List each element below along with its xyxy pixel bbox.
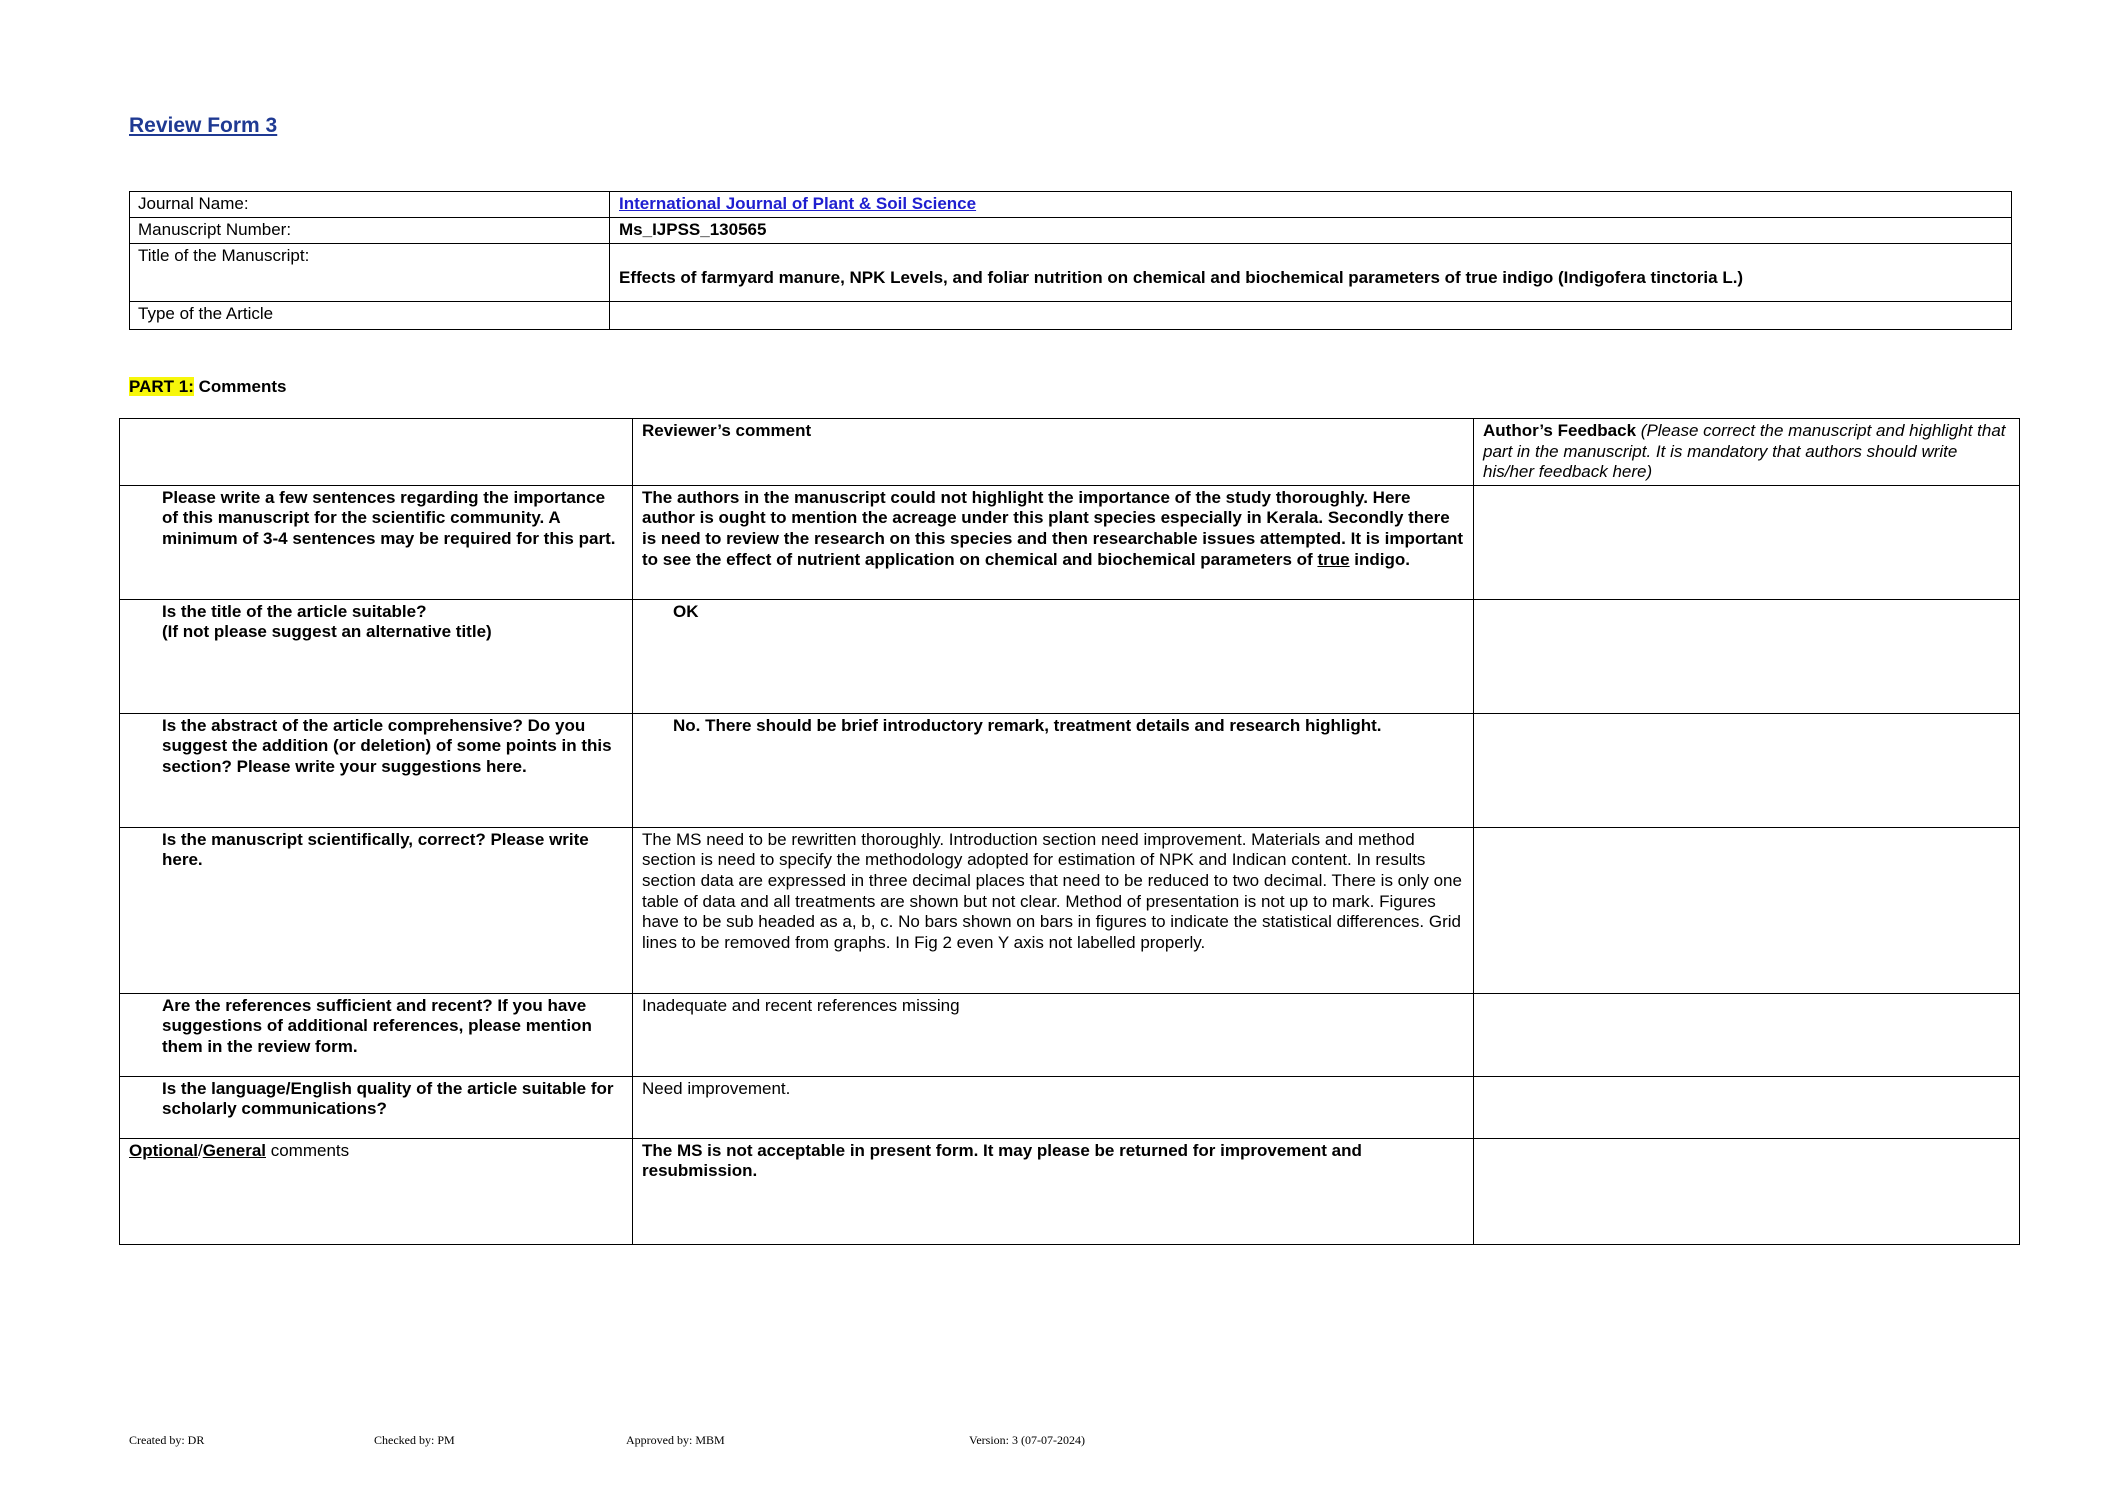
author-feedback-cell[interactable] [1474, 599, 2020, 713]
table-row [120, 1076, 2020, 1138]
author-feedback-cell[interactable] [1474, 1138, 2020, 1244]
author-feedback-header-bold: Author’s Feedback [1483, 421, 1637, 440]
comment-abstract [633, 713, 1474, 827]
author-feedback-header-italic: (Please correct the manuscript and highlight that part in the manuscript. It is mandatory that authors should write his/her feedback here) [1483, 421, 2006, 482]
footer-approved-by: Approved by: MBM [626, 1433, 725, 1447]
table-row [120, 713, 2020, 827]
author-feedback-header [1474, 419, 2020, 486]
table-row [120, 993, 2020, 1076]
question-title-line1: Is the title of the article suitable? [162, 601, 427, 621]
manuscript-title-label: Title of the Manuscript: [130, 244, 610, 302]
comment-references: Inadequate and recent references missing [633, 993, 1474, 1076]
comment-importance-tail: indigo. [1349, 549, 1410, 569]
comment-importance-underlined: true [1317, 549, 1350, 569]
part-label: PART 1: [129, 377, 194, 396]
table-row [120, 485, 2020, 599]
journal-label: Journal Name: [130, 192, 610, 218]
author-feedback-cell[interactable] [1474, 827, 2020, 993]
header-row [120, 419, 2020, 486]
question-references: Are the references sufficient and recent? If you have suggestions of additional references, please mention them in the review form. [120, 993, 633, 1076]
general-label: General [202, 1140, 266, 1160]
question-language: Is the language/English quality of the article suitable for scholarly communications? [120, 1076, 633, 1138]
article-type-label: Type of the Article [130, 302, 610, 330]
comments-label: comments [266, 1140, 350, 1160]
question-title-line2: (If not please suggest an alternative title) [162, 622, 492, 642]
comment-optional-general: The MS is not acceptable in present form. It may please be returned for improvement and resubmission. [633, 1138, 1474, 1244]
author-feedback-cell[interactable] [1474, 1076, 2020, 1138]
comment-language: Need improvement. [633, 1076, 1474, 1138]
part-heading [129, 377, 286, 397]
table-row [120, 599, 2020, 713]
comment-scientific: The MS need to be rewritten thoroughly. Introduction section need improvement. Materials and method section is need to specify the methodology adopted for estimation of NPK and Indican content. In results section data are expressed in three decimal places that need to be reduced to two decimal. There is only one table of data and all treatments are shown but not clear. Method of presentation is not up to mark. Figures have to be sub headed as a, b, c. No bars shown on bars in figures to indicate the statistical differences. Grid lines to be removed from graphs. In Fig 2 even Y axis not labelled properly. [633, 827, 1474, 993]
article-type-value [610, 302, 2012, 330]
comment-title-text: OK [673, 601, 699, 621]
optional-slash: / [197, 1140, 203, 1160]
footer-version: Version: 3 (07-07-2024) [969, 1433, 1085, 1447]
comment-importance-main: The authors in the manuscript could not highlight the importance of the study thoroughly. Here author is ought to mention the acreage under this plant species especially in Kerala. Secondly there is need to review the research on this species and then researchable issues attempted. It is important to see the effect of nutrient application on chemical and biochemical parameters of [642, 487, 1463, 569]
table-row [120, 827, 2020, 993]
question-abstract: Is the abstract of the article comprehensive? Do you suggest the addition (or deletion) of some points in this section? Please write your suggestions here. [120, 713, 633, 827]
question-scientific: Is the manuscript scientifically, correct? Please write here. [120, 827, 633, 993]
header-empty-cell [120, 419, 633, 486]
manuscript-title-row [130, 244, 2012, 302]
author-feedback-cell[interactable] [1474, 713, 2020, 827]
part-title: Comments [198, 377, 287, 396]
optional-general-label [120, 1138, 633, 1244]
question-importance: Please write a few sentences regarding the importance of this manuscript for the scientific community. A minimum of 3-4 sentences may be required for this part. [120, 485, 633, 599]
comment-title-suitable [633, 599, 1474, 713]
author-feedback-cell[interactable] [1474, 993, 2020, 1076]
author-feedback-cell[interactable] [1474, 485, 2020, 599]
journal-row [130, 192, 2012, 218]
manuscript-number-label: Manuscript Number: [130, 218, 610, 244]
reviewer-comment-header: Reviewer’s comment [633, 419, 1474, 486]
journal-link[interactable]: International Journal of Plant & Soil Science [619, 194, 977, 213]
comment-abstract-text: No. There should be brief introductory remark, treatment details and research highlight. [673, 715, 1382, 735]
footer-checked-by: Checked by: PM [374, 1433, 455, 1447]
article-type-row [130, 302, 2012, 330]
manuscript-info-table [129, 191, 2012, 330]
manuscript-number-value: Ms_IJPSS_130565 [610, 218, 2012, 244]
manuscript-title-value: Effects of farmyard manure, NPK Levels, and foliar nutrition on chemical and biochemical parameters of true indigo (Indigofera tinctoria L.) [610, 244, 2012, 302]
comments-table [119, 418, 2020, 1245]
form-title: Review Form 3 [129, 114, 278, 137]
comment-importance [633, 485, 1474, 599]
table-row [120, 1138, 2020, 1244]
manuscript-number-row [130, 218, 2012, 244]
optional-label: Optional [129, 1140, 198, 1160]
question-title-suitable [120, 599, 633, 713]
footer-created-by: Created by: DR [129, 1433, 205, 1447]
